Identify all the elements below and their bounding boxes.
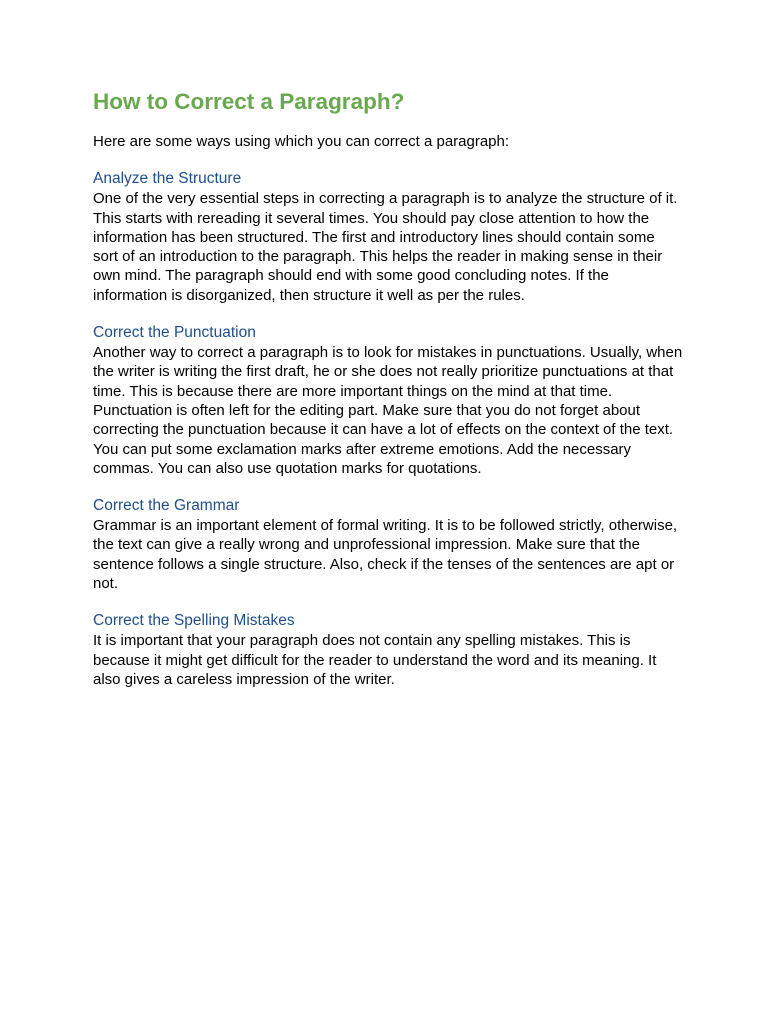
section-body: It is important that your paragraph does not contain any spelling mistakes. This is because it might get difficult for the reader to understand the word and its meaning. It also gives a careless impression of the writer. <box>93 632 657 688</box>
section-analyze-structure <box>93 169 683 305</box>
section-correct-grammar <box>93 496 683 593</box>
section-body: One of the very essential steps in correcting a paragraph is to analyze the structure of it. This starts with rereading it several times. You should pay close attention to how the information has been structured. The first and introductory lines should contain some sort of an introduction to the paragraph. This helps the reader in making sense in their own mind. The paragraph should end with some good concluding notes. If the information is disorganized, then structure it well as per the rules. <box>93 190 678 304</box>
section-body: Grammar is an important element of formal writing. It is to be followed strictly, otherwise, the text can give a really wrong and unprofessional impression. Make sure that the sentence follows a single structure. Also, check if the tenses of the sentences are apt or not. <box>93 517 678 593</box>
section-heading: Correct the Spelling Mistakes <box>93 612 295 630</box>
page-title: How to Correct a Paragraph? <box>93 89 405 114</box>
section-heading: Correct the Grammar <box>93 497 240 515</box>
section-body: Another way to correct a paragraph is to look for mistakes in punctuations. Usually, when the writer is writing the first draft, he or she does not really prioritize punctuations at that time. This is because there are more important things on the mind at that time. Punctuation is often left for the editing part. Make sure that you do not forget about correcting the punctuation because it can have a lot of effects on the context of the text. You can put some exclamation marks after extreme emotions. Add the necessary commas. You can also use quotation marks for quotations. <box>93 344 683 477</box>
section-heading: Correct the Punctuation <box>93 324 256 342</box>
section-heading: Analyze the Structure <box>93 170 242 188</box>
section-correct-punctuation <box>93 323 683 478</box>
section-correct-spelling <box>93 611 683 689</box>
document-page <box>93 88 683 689</box>
intro-text: Here are some ways using which you can correct a paragraph: <box>93 133 510 150</box>
